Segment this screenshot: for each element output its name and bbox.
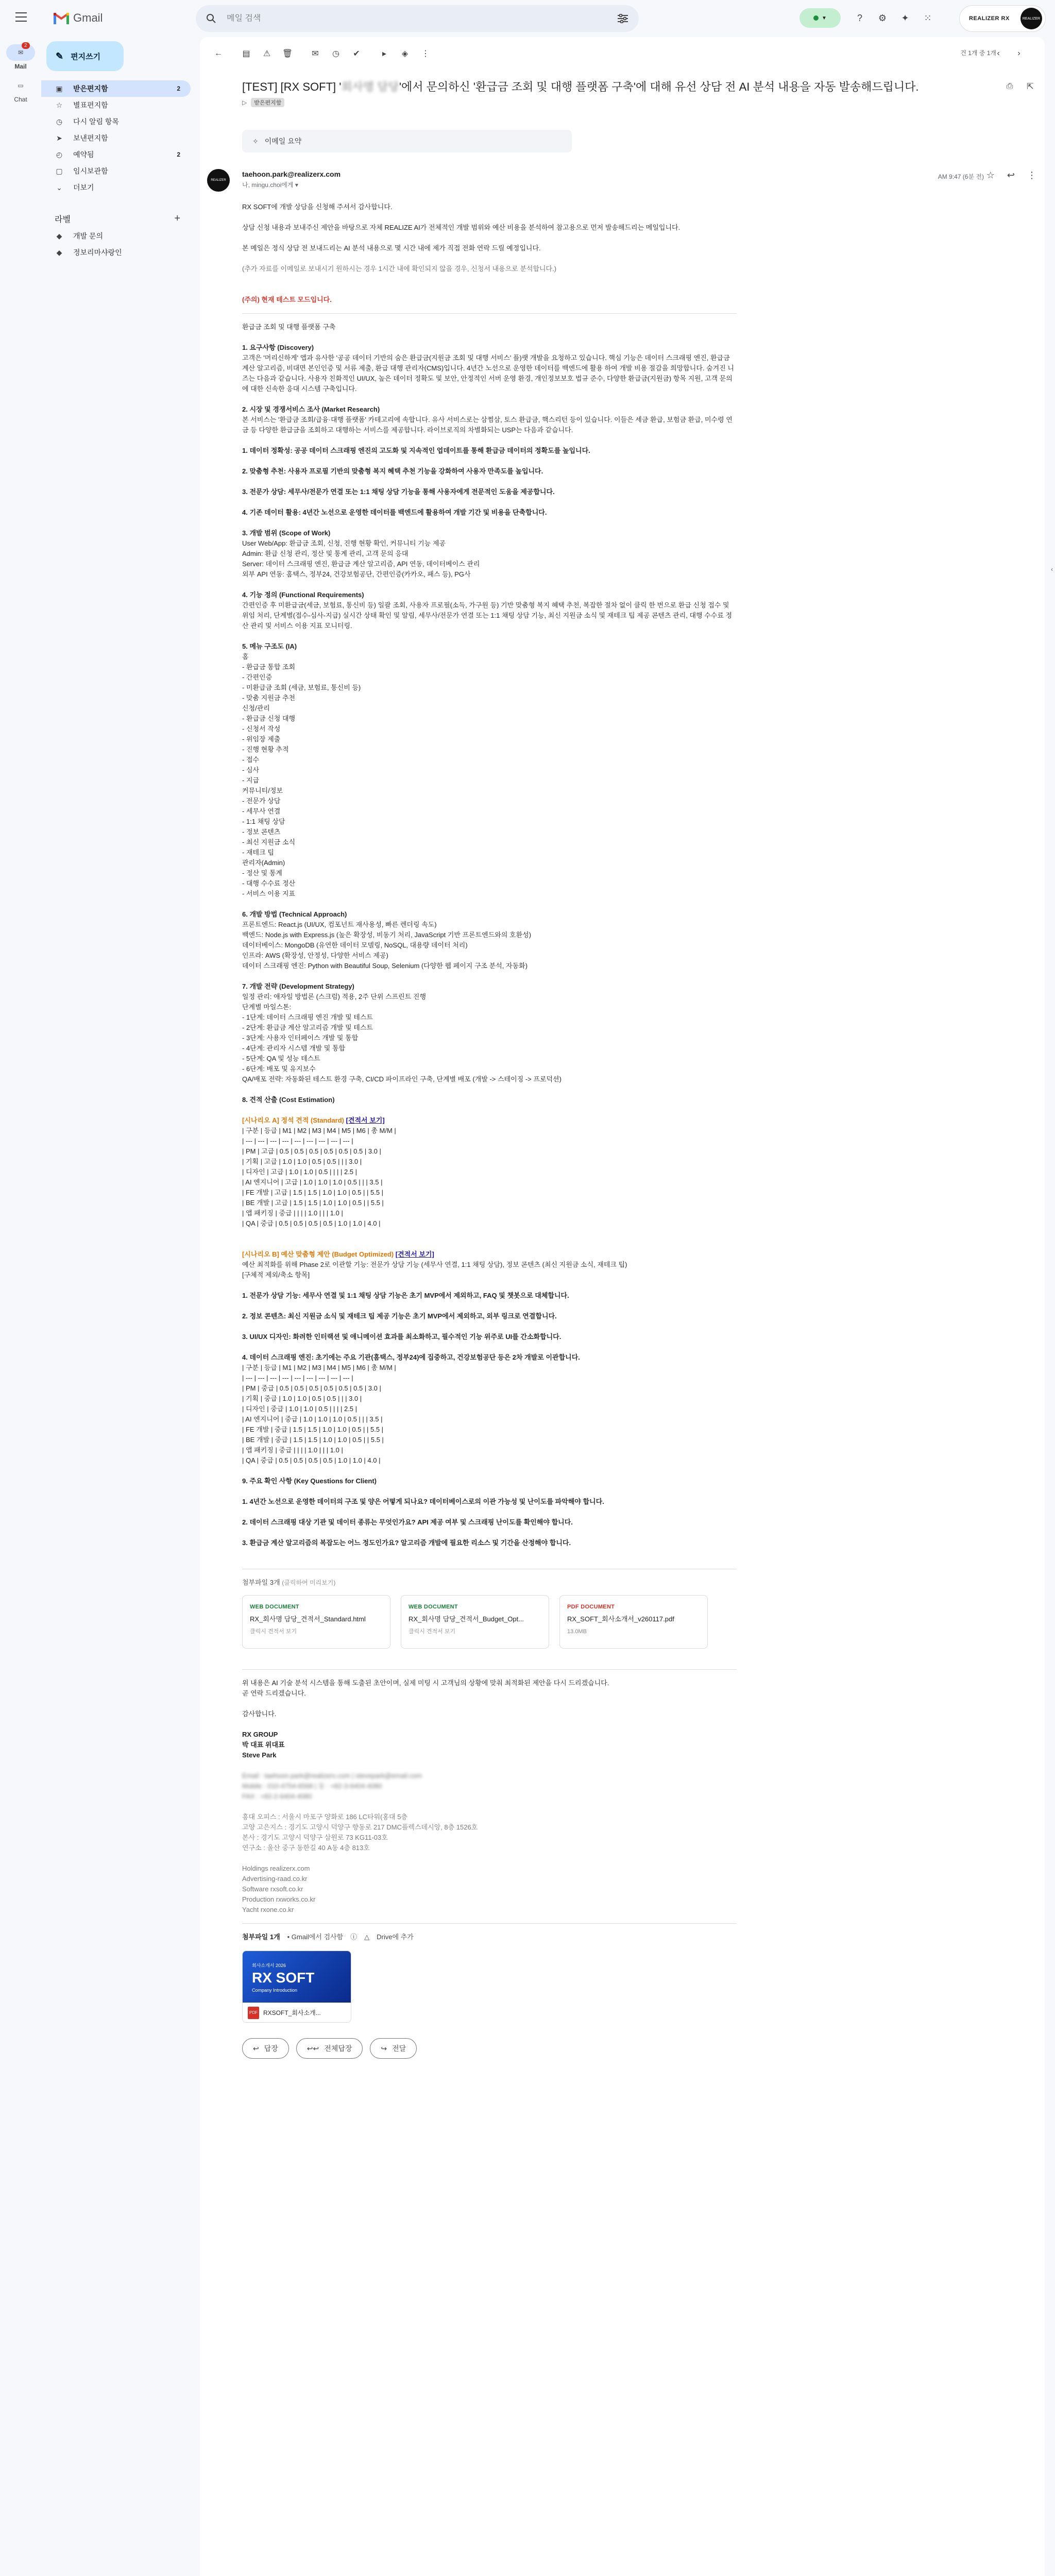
tech-line: 백엔드: Node.js with Express.js (높은 확장성, 비동기 처리, JavaScript 기반 프론트엔드와의 호환성) [242, 931, 532, 939]
draft-icon: ▢ [56, 166, 63, 175]
attachment-card[interactable] [401, 1595, 549, 1649]
attachment-desc: 13.0MB [567, 1629, 587, 1635]
preview-line: Company Introduction [252, 1988, 298, 1993]
table-row: | 구분 | 등급 | M1 | M2 | M3 | M4 | M5 | M6 | 총 M/M | [242, 1364, 396, 1371]
attachment-type: WEB DOCUMENT [409, 1604, 458, 1610]
chevron-down-icon: ▾ [295, 181, 298, 189]
app-name: Gmail [73, 11, 103, 24]
ia-line: - 정산 및 통계 [242, 869, 282, 877]
sidebar-item-drafts[interactable] [41, 163, 191, 179]
table-row: | QA | 중급 | 0.5 | 0.5 | 0.5 | 0.5 | 1.0 | 1.0 | 4.0 | [242, 1456, 381, 1464]
strategy-line: - 2단계: 환급금 계산 알고리즘 개발 및 테스트 [242, 1024, 373, 1031]
gemini-icon[interactable]: ✦ [901, 12, 909, 23]
ia-line: - 간편인증 [242, 673, 273, 681]
sidebar-item-label: 다시 알림 항목 [73, 117, 119, 126]
rail-label-chat: Chat [14, 96, 27, 103]
star-icon[interactable]: ☆ [986, 170, 995, 180]
strategy-list [242, 992, 737, 1084]
gmail-m-icon [54, 12, 69, 24]
forward-button[interactable] [370, 2038, 417, 2059]
reply-all-icon: ↩↩ [307, 2044, 319, 2053]
table-row: | --- | --- | --- | --- | --- | --- | --- | --- | --- | [242, 1137, 353, 1145]
chat-icon: ▭ [18, 82, 24, 89]
snooze-icon[interactable]: ◷ [332, 49, 339, 58]
strategy-line: QA/배포 전략: 자동화된 테스트 환경 구축, CI/CD 파이프라인 구축, 단계별 배포 (개발 -> 스테이징 -> 프로덕션) [242, 1075, 561, 1083]
message-view [200, 37, 1045, 2576]
chevron-down-icon: ⌄ [56, 183, 62, 192]
strategy-line: - 4단계: 관리자 시스템 개발 및 통합 [242, 1044, 346, 1052]
scenario-b-point: 4. 데이터 스크래핑 엔진: 초기에는 주요 기관(홈택스, 정부24)에 집중하고, 건강보험공단 등은 2차 개발로 이관합니다. [242, 1353, 580, 1361]
sidebar-item-label: 보낸편지함 [73, 134, 108, 142]
strategy-line: - 1단계: 데이터 스크래핑 엔진 개발 및 테스트 [242, 1013, 373, 1021]
table-row: | PM | 중급 | 0.5 | 0.5 | 0.5 | 0.5 | 0.5 | 0.5 | 3.0 | [242, 1384, 381, 1392]
sidebar [41, 37, 196, 261]
summarize-bar[interactable] [242, 130, 572, 152]
search-input[interactable] [227, 14, 617, 23]
scenario-b-table [242, 1363, 737, 1466]
search-options-icon[interactable] [617, 14, 628, 23]
table-row: | BE 개발 | 중급 | 1.5 | 1.5 | 1.0 | 1.0 | 0.5 | | 5.5 | [242, 1436, 384, 1444]
drive-icon[interactable]: △ [364, 1933, 370, 1941]
ia-line: - 정보 콘텐츠 [242, 828, 281, 836]
sig-link[interactable]: Holdings realizerx.com [242, 1865, 310, 1872]
divider [242, 1669, 737, 1670]
labels-header [41, 209, 191, 228]
section-title: 3. 개발 범위 (Scope of Work) [242, 529, 331, 537]
summarize-text: 이메일 요약 [264, 137, 302, 145]
ia-line: - 전문가 상담 [242, 797, 281, 805]
email-body [242, 202, 737, 2059]
label-chip[interactable]: 받은편지함 [251, 98, 284, 107]
status-dot-icon [813, 15, 819, 21]
intro-line: (추가 자료를 이메일로 보내시기 원하시는 경우 1시간 내에 확인되지 않을 경우, 신청서 내용으로 분석합니다.) [242, 265, 557, 273]
archive-icon[interactable]: ▤ [242, 49, 250, 58]
main-menu-icon[interactable] [15, 12, 27, 22]
sig-contact: Email : taehoon.park@realizerx.com | stevepark@email.com [242, 1772, 422, 1780]
sig-link[interactable]: Advertising-raad.co.kr [242, 1875, 308, 1883]
attachment-desc: 클릭시 견적서 보기 [409, 1629, 456, 1635]
account-brand: REALIZER RX [969, 15, 1010, 22]
attachment-cards [242, 1595, 737, 1649]
table-row: | FE 개발 | 고급 | 1.5 | 1.5 | 1.0 | 1.0 | 0.5 | | 5.5 | [242, 1189, 384, 1196]
scenario-a-header [242, 1115, 737, 1126]
ia-line: - 맞춤 지원금 추천 [242, 694, 296, 702]
more-vert-icon[interactable]: ⋮ [421, 49, 430, 58]
scenario-b-title: [시나리오 B] 예산 맞춤형 제안 (Budget Optimized) [242, 1250, 394, 1258]
sidebar-item-label: 임시보관함 [73, 167, 108, 175]
strategy-line: - 6단계: 배포 및 유지보수 [242, 1065, 316, 1073]
tech-line: 프론트엔드: React.js (UI/UX, 컴포넌트 재사용성, 빠른 렌더링 속도) [242, 921, 437, 928]
strategy-line: - 3단계: 사용자 인터페이스 개발 및 통합 [242, 1034, 359, 1042]
account-switcher[interactable] [959, 5, 1046, 32]
attachment-name: RX_회사명 담당_견적서_Standard.html [250, 1615, 366, 1623]
chevron-down-icon: ▼ [822, 15, 827, 21]
attachment-caption [243, 2003, 351, 2023]
table-row: | AI 엔지니어 | 고급 | 1.0 | 1.0 | 1.0 | 0.5 | | | 3.5 | [242, 1178, 383, 1186]
attachment-card[interactable] [242, 1595, 390, 1649]
question-point: 1. 4년간 노선으로 운영한 데이터의 구조 및 양은 어떻게 되나요? 데이터베이스로의 이관 가능성 및 난이도를 파악해야 합니다. [242, 1498, 604, 1505]
inbox-icon: ▣ [56, 84, 63, 93]
scenario-b-point: 2. 정보 콘텐츠: 최신 지원금 소식 및 재테크 팁 제공 기능은 초기 MVP에서 제외하고, 외부 링크로 연결합니다. [242, 1312, 557, 1320]
usp-point: 2. 맞춤형 추천: 사용자 프로필 기반의 맞춤형 복지 혜택 추천 기능을 강화하여 사용자 만족도를 높입니다. [242, 467, 543, 475]
move-to-icon[interactable]: ▸ [382, 49, 387, 58]
status-toggle[interactable] [799, 8, 841, 28]
sidebar-item-snoozed[interactable] [41, 113, 191, 130]
strategy-line: - 5단계: QA 및 성능 테스트 [242, 1055, 320, 1062]
section-title: 4. 기능 정의 (Functional Requirements) [242, 591, 364, 599]
mail-icon: ✉ [6, 44, 35, 61]
print-icon[interactable]: ⎙ [1006, 82, 1013, 91]
subject-suffix: '에서 문의하신 '환급금 조회 및 대행 플랫폼 구축'에 대해 유선 상담 전 AI 분석 내용을 자동 발송해드립니다. [399, 80, 919, 93]
scenario-b-header [242, 1249, 737, 1260]
compose-button[interactable] [46, 41, 124, 71]
email-subject [242, 79, 963, 95]
closing-line: 감사합니다. [242, 1710, 277, 1718]
usp-point: 1. 데이터 정확성: 공공 데이터 스크래핑 엔진의 고도화 및 지속적인 업데이트를 통해 환급금 데이터의 정확도를 높입니다. [242, 447, 590, 454]
table-row: | FE 개발 | 중급 | 1.5 | 1.5 | 1.0 | 1.0 | 0.5 | | 5.5 | [242, 1426, 384, 1433]
attachment-card[interactable] [559, 1595, 708, 1649]
reply-icon: ↩ [253, 2044, 259, 2053]
preview-title: RX SOFT [252, 1970, 315, 1986]
scan-text: • Gmail에서 검사함 [287, 1933, 344, 1941]
sig-link[interactable]: Software rxsoft.co.kr [242, 1885, 303, 1893]
ia-line: - 최신 지원금 소식 [242, 838, 296, 846]
sidebar-item-label: 별표편지함 [73, 101, 108, 109]
sig-contact: Mobile : 010-4754-6568 | 동 : +82-3-6404-4080 [242, 1782, 382, 1790]
intro-line: 상담 신청 내용과 보내주신 제안을 바탕으로 자체 REALIZE AI가 전체적인 개발 범위와 예산 비용을 분석하여 참고용으로 먼저 발송해드리는 메일입니다. [242, 224, 680, 231]
sig-address: 흥대 오피스 : 서울시 마포구 양화로 186 LC타워(홍대 5층 [242, 1813, 407, 1821]
subject-prefix: [TEST] [RX SOFT] ' [242, 80, 342, 93]
attachment-type: WEB DOCUMENT [250, 1604, 299, 1610]
section-title: 5. 메뉴 구조도 (IA) [242, 642, 297, 650]
tech-line: 인프라: AWS (확장성, 안정성, 다양한 서비스 제공) [242, 952, 388, 959]
pager-text: 건 1개 중 1개 [960, 49, 996, 57]
schedule-icon: ◴ [56, 150, 63, 159]
sidebar-item-sent[interactable] [41, 130, 191, 146]
reply-all-button[interactable] [296, 2038, 363, 2059]
star-icon: ☆ [56, 100, 63, 109]
search-icon[interactable] [206, 13, 216, 24]
section-text: 간편인증 후 미환급금(세금, 보험료, 통신비 등) 일괄 조회, 사용자 프로필(소득, 가구원 등) 기반 맞춤형 복지 혜택 추천, 복잡한 절차 없이 클릭 한 번으로 환급 신청 접수 및 위임 처리, 단계별(접수-심사-지급) 실시간 상태 확인 및 알림, 세무사/전문가 연결 또는 1:1 채팅 상담 기능, 최신 지원금 소식 및 재테크 팁 제공 콘텐츠 관리, 대행 수수료 정산 관리 및 서비스 이용 지표 모니터링. [242, 601, 733, 630]
ia-line: - 진행 현황 추적 [242, 745, 289, 753]
sig-link[interactable]: Yacht rxone.co.kr [242, 1906, 294, 1913]
attachment-thumbnail[interactable] [242, 1951, 351, 2023]
ia-list [242, 652, 737, 899]
send-icon: ➤ [56, 133, 62, 142]
delete-icon[interactable]: 🗑 [282, 49, 293, 58]
section-text: 본 서비스는 '환급금 조회/급융·대행 플랫폼' 카테고리에 속합니다. 유사 서비스로는 삼쩜삼, 토스 환급금, 핵스리턴 등이 있습니다. 이들은 세금 환급, 보험금 환급, 미수령 연금 등 다양한 환급금을 조회하고 대행하는 서비스를 제공합니다. 라이브로직의 차별화되는 USP는 다음과 같습니다. [242, 416, 733, 434]
sig-contact: FAX : +82-2-6404-4080 [242, 1792, 312, 1800]
label-icon: ◆ [56, 231, 62, 240]
account-avatar[interactable]: REALIZER [1020, 8, 1042, 29]
reply-buttons [242, 2038, 737, 2059]
attachments-title: 첨부파일 3개 [242, 1579, 280, 1586]
sidebar-label-text: 정보리마샤랑인 [73, 248, 122, 257]
table-row: | 앱 패키징 | 중급 | | | | 1.0 | | | 1.0 | [242, 1209, 343, 1217]
table-row: | QA | 중급 | 0.5 | 0.5 | 0.5 | 0.5 | 1.0 | 1.0 | 4.0 | [242, 1219, 381, 1227]
ia-line: - 접수 [242, 756, 260, 764]
message-toolbar [200, 37, 1045, 70]
section-text: 고객은 '머리신하게' 앱과 유사한 '공공 데이터 기반의 숨은 환급금(지원금 조회 및 대행 서비스' 플)랫 개발을 요청하고 있습니다. 핵심 기능은 데이터 스크래핑 엔진, 환급금 계산 알고리즘, 비대면 본인인증 및 서류 제출, 환급 대행 관리자(CMS)입니다. 4년간 노선으로 운영한 데이터를 백엔드에 활용 하여 개발 비용 절감을 희망합니다. 숨겨진 니즈는 다음과 같습니다. 사용자 친화적인 UI/UX, 높은 데이터 정확도 및 보안, 안정적인 서버 운영 환경, 개인정보보호 법규 준수, 다양한 환급금(지원금) 항목 지원, 고객 문의에 대한 신속한 응대 시스템 구축입니다. [242, 354, 734, 393]
reply-all-label: 전체답장 [324, 2044, 352, 2053]
table-row: | --- | --- | --- | --- | --- | --- | --- | --- | --- | [242, 1374, 353, 1382]
intro-line: 본 메일은 정식 상담 전 보내드리는 AI 분석 내용으로 몇 시간 내에 제가 직접 전화 연락 드릴 예정입니다. [242, 244, 541, 252]
scenario-a-title: [시나리오 A] 정석 견적 (Standard) [242, 1116, 344, 1124]
ia-line: 관리자(Admin) [242, 859, 285, 867]
recipient-line[interactable] [242, 180, 298, 189]
divider [242, 1923, 737, 1924]
sender-avatar[interactable]: REALIZER [207, 169, 230, 192]
question-point: 2. 데이터 스크래핑 대상 기관 및 데이터 종류는 무엇인가요? API 제공 여부 및 스크래핑 난이도를 확인해야 합니다. [242, 1518, 573, 1526]
scenario-b-link[interactable]: [견적서 보기] [395, 1250, 434, 1258]
pencil-icon: ✎ [56, 50, 64, 61]
label-icon: ◆ [56, 248, 62, 257]
signature [242, 1730, 737, 1915]
back-arrow-icon[interactable]: ← [214, 49, 223, 58]
question-point: 3. 환급금 계산 알고리즘의 복잡도는 어느 정도인가요? 알고리즘 개발에 필요한 리소스 및 기간을 산정해야 합니다. [242, 1539, 571, 1547]
pdf-icon: PDF [248, 2007, 259, 2019]
reply-button[interactable] [242, 2038, 289, 2059]
strategy-line: 일정 관리: 애자일 방법론 (스크럼) 적용, 2주 단위 스프린트 진행 [242, 993, 427, 1001]
sidebar-label-item[interactable] [41, 228, 191, 244]
sidebar-item-label: 더보기 [73, 183, 94, 192]
section-title: 8. 견적 산출 (Cost Estimation) [242, 1096, 335, 1104]
attachment-preview [243, 1951, 351, 2003]
scope-line: User Web/App: 환급금 조회, 신청, 진행 현황 확인, 커뮤니티 기능 제공 [242, 539, 446, 547]
ia-line: 신청/관리 [242, 704, 270, 712]
attachment-name: RX_회사명 담당_견적서_Budget_Opt... [409, 1615, 524, 1623]
usp-point: 4. 기존 데이터 활용: 4년간 노선으로 운영한 데이터를 백엔드에 활용하여 개발 기간 및 비용을 단축합니다. [242, 509, 547, 516]
table-row: | 앱 패키징 | 중급 | | | | 1.0 | | | 1.0 | [242, 1446, 343, 1454]
scope-line: 외부 API 연동: 홈택스, 정부24, 건강보험공단, 간편인증(카카오, 패스 등), PG사 [242, 570, 471, 578]
scenario-a-table [242, 1126, 737, 1229]
sidebar-item-more[interactable] [41, 179, 191, 196]
add-task-icon[interactable]: ✔ [353, 49, 360, 58]
table-row: | 기획 | 고급 | 1.0 | 1.0 | 0.5 | 0.5 | | | 3.0 | [242, 1158, 362, 1165]
sidebar-item-inbox[interactable] [41, 80, 191, 97]
mail-badge: 2 [22, 42, 30, 49]
scenario-b-line: 예산 최적화를 위해 Phase 2로 이관할 기능: 전문가 상담 기능 (세무사 연결, 1:1 채팅 상담), 정보 콘텐츠 (최신 지원금 소식, 재테크 팁) [242, 1261, 627, 1268]
ia-line: 커뮤니티/정보 [242, 787, 283, 794]
label-as-icon[interactable]: ◈ [401, 49, 409, 58]
gmail-attachments-header [242, 1932, 737, 1942]
attachments-sub: (클릭하여 미리보기) [282, 1579, 336, 1586]
prev-icon[interactable]: ‹ [997, 49, 1000, 58]
test-mode-warning: (주의) 현재 테스트 모드입니다. [242, 296, 332, 303]
label-tag-icon: ▷ [242, 99, 247, 106]
ia-line: - 대행 수수료 정산 [242, 879, 296, 887]
forward-label: 전달 [392, 2044, 406, 2053]
sent-time: AM 9:47 (6분 전) [938, 173, 984, 180]
preview-line: 회사소개서 2026 [252, 1963, 286, 1968]
sidebar-label-text: 개발 문의 [73, 232, 103, 240]
divider [242, 313, 737, 314]
report-spam-icon[interactable]: ⚠ [263, 49, 271, 58]
scenario-b-point: 1. 전문가 상담 기능: 세무사 연결 및 1:1 채팅 상담 기능은 초기 MVP에서 제외하고, FAQ 및 챗봇으로 대체합니다. [242, 1292, 569, 1299]
open-new-window-icon[interactable]: ⇱ [1027, 82, 1034, 91]
add-label-icon[interactable]: + [174, 212, 180, 224]
attachments-header [242, 1578, 737, 1588]
sig-name: Steve Park [242, 1751, 277, 1759]
table-row: | PM | 고급 | 0.5 | 0.5 | 0.5 | 0.5 | 0.5 | 0.5 | 3.0 | [242, 1147, 381, 1155]
apps-grid-icon[interactable]: ⁙ [924, 12, 932, 23]
section-title: 7. 개발 전략 (Development Strategy) [242, 982, 354, 990]
sig-address: 연구소 : 울산 중구 동한길 40 A동 4층 813호 [242, 1844, 370, 1852]
table-row: | AI 엔지니어 | 중급 | 1.0 | 1.0 | 1.0 | 0.5 | | | 3.5 | [242, 1415, 383, 1423]
scope-line: Server: 데이터 스크래핑 엔진, 환급금 계산 알고리즘, API 연동, 데이터베이스 관리 [242, 560, 480, 568]
ia-line: - 서비스 이용 지표 [242, 890, 296, 897]
table-row: | 디자인 | 고급 | 1.0 | 1.0 | 0.5 | | | | 2.5 | [242, 1168, 358, 1176]
ia-line: - 신청서 작성 [242, 725, 281, 733]
ia-line: - 세무사 연결 [242, 807, 281, 815]
attachment-name: RX_SOFT_회사소개서_v260117.pdf [567, 1615, 674, 1623]
clock-icon: ◷ [56, 117, 63, 126]
ia-line: 홈 [242, 653, 249, 660]
subject-redacted: 회사명 담당 [341, 80, 399, 93]
sender-name[interactable]: taehoon.park@realizerx.com [242, 170, 341, 178]
closing-line: 곧 연락 드리겠습니다. [242, 1689, 306, 1697]
info-icon[interactable]: ⓘ [350, 1933, 358, 1941]
reply-label: 답장 [264, 2044, 278, 2053]
scenario-b-point: 3. UI/UX 디자인: 화려한 인터랙션 및 애니메이션 효과를 최소화하고, 필수적인 기능 위주로 UI를 간소화합니다. [242, 1333, 561, 1341]
sidebar-label-item[interactable] [41, 244, 191, 261]
compose-label: 편지쓰기 [71, 52, 101, 61]
tech-line: 데이터 스크래핑 엔진: Python with Beautiful Soup, Selenium (다양한 웹 페이지 구조 분석, 자동화) [242, 962, 528, 970]
attachment-filename: RXSOFT_회사소개... [263, 2009, 321, 2016]
section-title: 6. 개발 방법 (Technical Approach) [242, 910, 347, 918]
side-panel-toggle-icon[interactable]: ‹ [1051, 566, 1053, 573]
labels-title: 라벨 [55, 215, 71, 224]
gmail-logo[interactable] [54, 11, 103, 25]
recipient-text: 나, mingu.choi에게 [242, 181, 294, 189]
ia-line: - 지급 [242, 776, 260, 784]
rail-label-mail: Mail [14, 63, 27, 70]
scenario-a-link[interactable]: [견적서 보기] [346, 1116, 385, 1124]
attachment-type: PDF DOCUMENT [567, 1604, 615, 1610]
rail-item-mail[interactable] [0, 44, 41, 70]
top-bar [0, 0, 1055, 37]
usp-point: 3. 전문가 상담: 세무사/전문가 연결 또는 1:1 채팅 상담 기능을 통해 사용자에게 전문적인 도움을 제공합니다. [242, 488, 555, 496]
forward-icon: ↪ [381, 2044, 387, 2053]
settings-gear-icon[interactable]: ⚙ [878, 12, 887, 23]
scenario-b-line: [구체적 제외/축소 항목] [242, 1271, 310, 1279]
table-row: | 기획 | 중급 | 1.0 | 1.0 | 0.5 | 0.5 | | | 3.0 | [242, 1395, 362, 1402]
app-rail [0, 37, 41, 103]
closing-line: 위 내용은 AI 기술 분석 시스템을 통해 도출된 초안이며, 실제 미팅 시 고객님의 상황에 맞춰 최적화된 제안을 다시 드리겠습니다. [242, 1679, 609, 1687]
attachments-count: 첨부파일 1개 [242, 1933, 280, 1941]
ia-line: - 환급금 신청 대행 [242, 715, 296, 722]
intro-line: RX SOFT에 개발 상담을 신청해 주셔서 감사합니다. [242, 203, 393, 211]
sig-title: 박 대표 위대표 [242, 1741, 285, 1749]
project-title: 환급금 조회 및 대행 플랫폼 구축 [242, 323, 336, 331]
ia-line: - 1:1 채팅 상담 [242, 818, 285, 825]
sidebar-item-label: 받은편지함 [73, 84, 108, 93]
ia-line: - 환급금 통합 조회 [242, 663, 296, 671]
more-vert-icon[interactable]: ⋮ [1027, 170, 1036, 180]
sender-row [207, 169, 1036, 195]
attachment-desc: 클릭시 견적서 보기 [250, 1629, 297, 1635]
section-title: 2. 시장 및 경쟁서비스 조사 (Market Research) [242, 405, 380, 413]
strategy-line: 단계별 마일스톤: [242, 1003, 292, 1011]
sparkle-icon: ✧ [252, 137, 259, 145]
sidebar-item-starred[interactable] [41, 97, 191, 113]
section-title: 9. 주요 확인 사항 (Key Questions for Client) [242, 1477, 377, 1485]
ia-line: - 재테크 팁 [242, 849, 274, 856]
ia-line: - 심사 [242, 766, 260, 774]
sidebar-item-label: 예약됨 [73, 150, 94, 159]
help-icon[interactable]: ? [857, 12, 862, 23]
sidebar-item-scheduled[interactable] [41, 146, 191, 163]
ia-line: - 미환급금 조회 (세금, 보험료, 통신비 등) [242, 684, 361, 691]
scope-line: Admin: 환급 신청 관리, 정산 및 통계 관리, 고객 문의 응대 [242, 550, 409, 557]
next-icon[interactable]: › [1017, 49, 1020, 58]
sig-address: 고양 고은지스 : 경기도 고양시 덕양구 향동로 217 DMC플렉스데시앙, 8층 1526호 [242, 1823, 478, 1831]
search-bar[interactable] [196, 5, 639, 32]
message-actions [986, 170, 1036, 181]
sidebar-item-count: 2 [177, 151, 180, 158]
rail-item-chat[interactable] [0, 77, 41, 103]
mark-unread-icon[interactable]: ✉ [312, 49, 319, 58]
add-to-drive[interactable]: Drive에 추가 [377, 1933, 414, 1941]
sig-link[interactable]: Production rxworks.co.kr [242, 1895, 316, 1903]
sig-company: RX GROUP [242, 1731, 278, 1738]
table-row: | BE 개발 | 고급 | 1.5 | 1.5 | 1.0 | 1.0 | 0.5 | | 5.5 | [242, 1199, 384, 1207]
section-title: 1. 요구사항 (Discovery) [242, 344, 314, 351]
reply-icon[interactable]: ↩ [1007, 170, 1015, 180]
table-row: | 구분 | 등급 | M1 | M2 | M3 | M4 | M5 | M6 | 총 M/M | [242, 1127, 396, 1134]
sidebar-item-count: 2 [177, 85, 180, 92]
tech-line: 데이터베이스: MongoDB (유연한 데이터 모델링, NoSQL, 대용량 데이터 처리) [242, 941, 468, 949]
sig-address: 본사 : 경기도 고양시 덕양구 삼원로 73 KG11-03호 [242, 1834, 388, 1841]
label-row [242, 98, 284, 107]
ia-line: - 위임장 제출 [242, 735, 281, 743]
table-row: | 디자인 | 중급 | 1.0 | 1.0 | 0.5 | | | | 2.5 | [242, 1405, 358, 1413]
